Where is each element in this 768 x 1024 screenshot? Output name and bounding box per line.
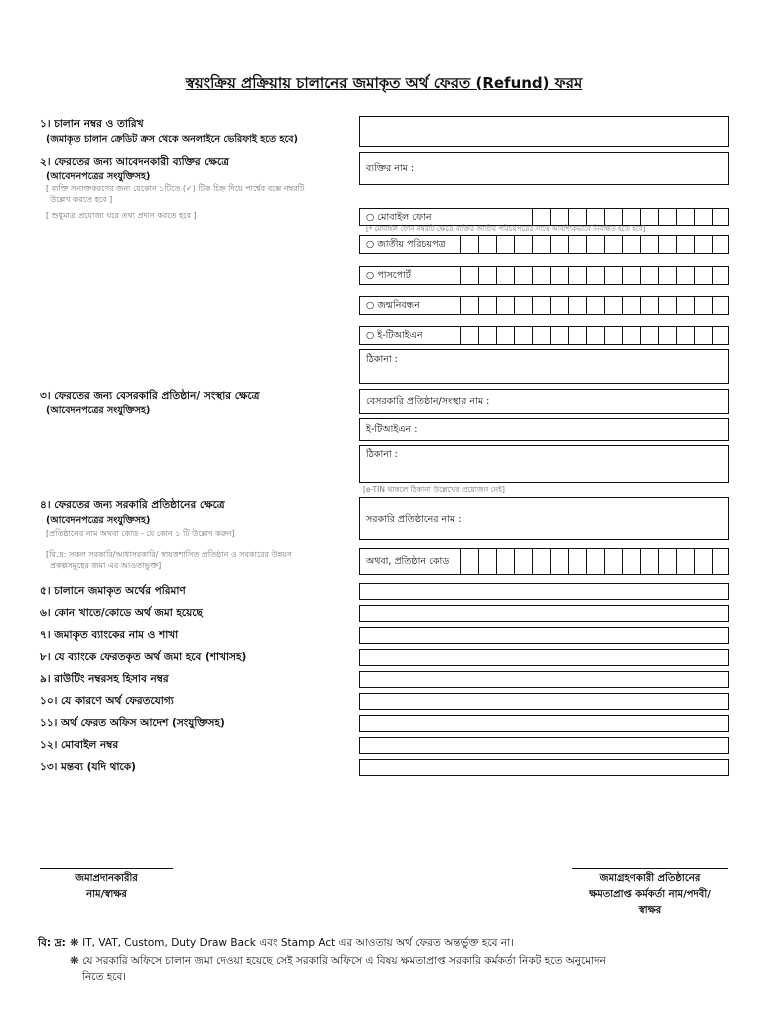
org-name-field[interactable] — [359, 389, 729, 414]
nid-number-cells[interactable] — [460, 236, 730, 253]
item-5-field[interactable] — [359, 583, 729, 600]
footer-note-3: নিতে হবে। — [82, 971, 127, 983]
section1-label: ১। চালান নম্বর ও তারিখ — [40, 118, 144, 130]
person-name-field[interactable] — [359, 152, 729, 185]
item-13-label: ১৩। মন্তব্য (যদি থাকে) — [40, 761, 136, 773]
section2-note1b: উল্লেখ করতে হবে ] — [50, 195, 113, 204]
birthreg-option-row[interactable] — [359, 296, 729, 315]
item-12-field[interactable] — [359, 737, 729, 754]
challan-number-date-field[interactable] — [359, 116, 729, 147]
item-12-label: ১২। মোবাইল নম্বর — [40, 739, 119, 751]
section4-label: ৪। ফেরতের জন্য সরকারি প্রতিষ্ঠানের ক্ষেত্রে — [40, 499, 225, 511]
gov-org-code-label: অথবা, প্রতিষ্ঠান কোড — [366, 556, 450, 567]
section4-note2b: প্রকল্পসমূহের জমা এর আওতাভুক্ত] — [50, 561, 162, 570]
org-etin-label: ই-টিআইএন : — [366, 424, 418, 435]
item-11-field[interactable] — [359, 715, 729, 732]
nid-option-label: ○ জাতীয় পরিচয়পত্র — [366, 239, 446, 250]
item-9-label: ৯। রাউটিং নম্বরসহ হিসাব নম্বর — [40, 673, 169, 685]
mobile-note: [* মোবাইল ফোন নম্বরটি ক্ষেত্রে ব্যক্তির জাতীয় পরিচয়পত্রের সাথে আবশ্যিকভাবে নিবন্ধিত হতে হবে] — [366, 225, 646, 233]
item-9-field[interactable] — [359, 671, 729, 688]
item-11-label: ১১। অর্থ ফেরত অফিস আদেশ (সংযুক্তিসহ) — [40, 717, 225, 729]
gov-org-name-field[interactable] — [359, 497, 729, 540]
person-address-field[interactable] — [359, 349, 729, 384]
section4-note2a: [বি.দ্র: সকল সরকারি/আধাসরকারি/ স্বায়ত্তশাসিত প্রতিষ্ঠান ও সরকারের উন্নয়ন — [46, 550, 292, 559]
form-title: স্বয়ংক্রিয় প্রক্রিয়ায় চালানের জমাকৃত অর্থ ফেরত (Refund) ফরম — [185, 74, 583, 92]
section1-sub: (জমাকৃত চালান ক্রেডিট ক্রস থেকে অনলাইনে ভেরিফাই হতে হবে) — [46, 134, 298, 145]
item-13-field[interactable] — [359, 759, 729, 776]
item-7-field[interactable] — [359, 627, 729, 644]
footer-prefix: বি: দ্র: — [38, 937, 66, 949]
passport-number-cells[interactable] — [460, 267, 730, 284]
item-8-label: ৮। যে ব্যাংকে ফেরতকৃত অর্থ জমা হবে (শাখাসহ) — [40, 651, 247, 663]
officer-signature-label-2: ক্ষমতাপ্রাপ্ত কর্মকর্তা নাম/পদবী/ — [589, 889, 711, 900]
birthreg-number-cells[interactable] — [460, 297, 730, 314]
depositor-signature-line — [40, 868, 173, 869]
nid-option-row[interactable] — [359, 235, 729, 254]
officer-signature-label-3: স্বাক্ষর — [638, 905, 662, 916]
footer-note-1: ❋ IT, VAT, Custom, Duty Draw Back এবং Stamp Act এর আওতায় অর্থ ফেরত অন্তর্ভুক্ত হবে না। — [70, 937, 514, 949]
section4-sub: (আবেদনপত্রের সংযুক্তিসহ) — [46, 515, 151, 526]
org-address-note: [e-TIN থাকলে ঠিকানা উল্লেখের প্রয়োজন নেই] — [363, 485, 505, 494]
section3-sub: (আবেদনপত্রের সংযুক্তিসহ) — [46, 405, 151, 416]
mobile-number-cells[interactable] — [532, 209, 730, 225]
section4-note1: [প্রতিষ্ঠানের নাম অথবা কোড - যে কোন ১ টি উল্লেখ করুন] — [46, 529, 235, 538]
passport-option-label: ○ পাসপোর্ট — [366, 270, 411, 281]
section2-note1a: [ ব্যক্তি সনাক্তকরণের জন্য যেকোন ১টিতে (✓) টিক চিহ্ন দিয়ে পার্শ্বের বক্সে নম্বরটি — [46, 184, 305, 193]
depositor-signature-label-1: জমাপ্রদানকারীর — [75, 873, 138, 884]
item-10-label: ১০। যে কারণে অর্থ ফেরতযোগ্য — [40, 695, 174, 707]
gov-org-code-cells[interactable] — [460, 549, 730, 574]
footer-note-2: ❋ যে সরকারি অফিসে চালান জমা দেওয়া হয়েছে সেই সরকারি অফিসে এ বিষয় ক্ষমতাপ্রাপ্ত সরকারি কর্মকর্তা নিকট হতে অনুমোদন — [70, 955, 606, 967]
item-8-field[interactable] — [359, 649, 729, 666]
etin-option-row[interactable] — [359, 326, 729, 345]
birthreg-option-label: ○ জন্মনিবন্ধন — [366, 300, 420, 311]
person-name-label: ব্যক্তির নাম : — [366, 163, 415, 174]
officer-signature-line — [572, 868, 728, 869]
section2-sub: (আবেদনপত্রের সংযুক্তিসহ) — [46, 171, 151, 182]
section3-label: ৩। ফেরতের জন্য বেসরকারি প্রতিষ্ঠান/ সংস্থার ক্ষেত্রে — [40, 390, 260, 402]
item-6-field[interactable] — [359, 605, 729, 622]
gov-org-name-label: সরকারি প্রতিষ্ঠানের নাম : — [366, 514, 462, 525]
item-5-label: ৫। চালানে জমাকৃত অর্থের পরিমাণ — [40, 585, 186, 597]
item-6-label: ৬। কোন খাতে/কোডে অর্থ জমা হয়েছে — [40, 607, 203, 619]
depositor-signature-label-2: নাম/স্বাক্ষর — [86, 889, 127, 900]
item-10-field[interactable] — [359, 693, 729, 710]
mobile-option-label: ○ মোবাইল ফোন — [366, 212, 432, 223]
item-7-label: ৭। জমাকৃত ব্যাংকের নাম ও শাখা — [40, 629, 179, 641]
org-name-label: বেসরকারি প্রতিষ্ঠান/সংস্থার নাম : — [366, 396, 490, 407]
gov-org-code-row[interactable] — [359, 548, 729, 575]
section2-label: ২। ফেরতের জন্য আবেদনকারী ব্যক্তির ক্ষেত্রে — [40, 156, 229, 168]
section2-note2: [ শুধুমাত্র প্রযোজ্য ঘরে তথ্য প্রদান করতে হবে ] — [46, 211, 197, 220]
org-address-field[interactable] — [359, 445, 729, 483]
org-address-label: ঠিকানা : — [366, 449, 398, 460]
officer-signature-label-1: জমাগ্রহণকারী প্রতিষ্ঠানের — [599, 873, 701, 884]
etin-number-cells[interactable] — [460, 327, 730, 344]
etin-option-label: ○ ই-টিআইএন — [366, 330, 423, 341]
passport-option-row[interactable] — [359, 266, 729, 285]
person-address-label: ঠিকানা : — [366, 354, 398, 365]
org-etin-field[interactable] — [359, 418, 729, 441]
